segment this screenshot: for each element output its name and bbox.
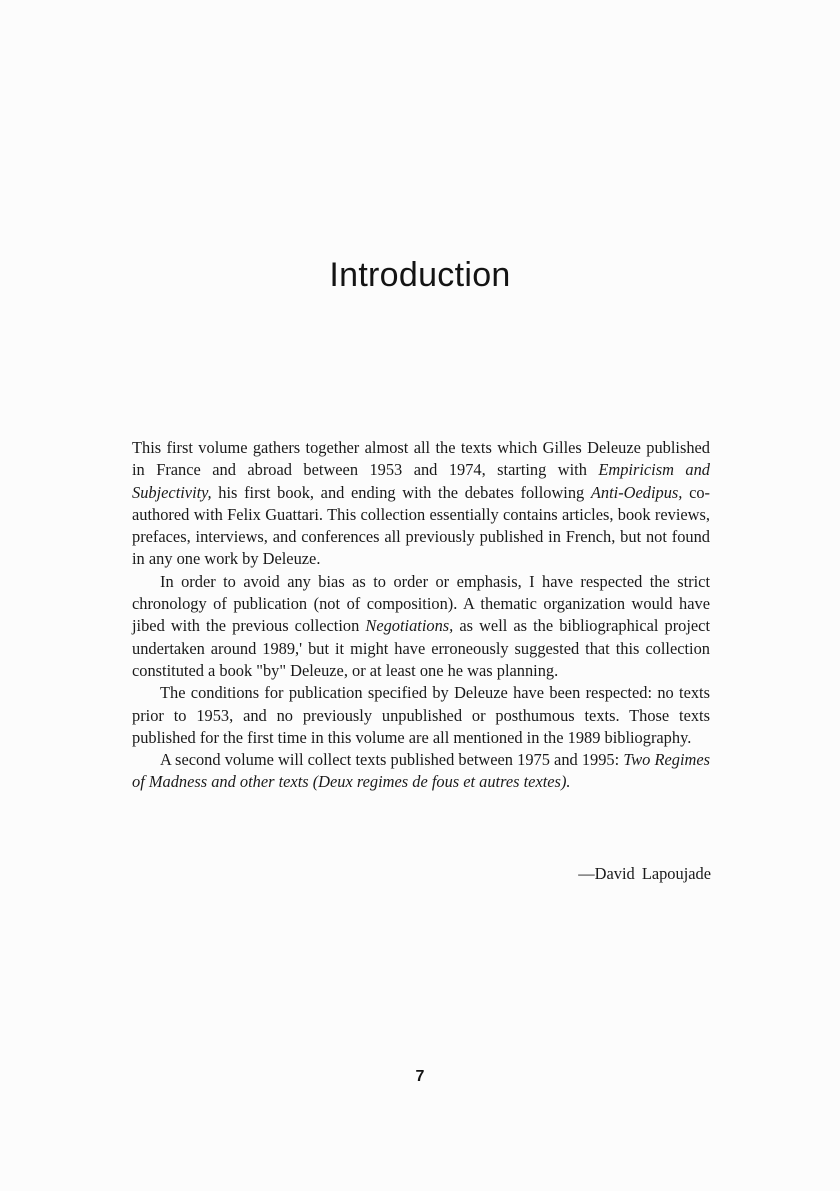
paragraph-2-text-2: as well as the bibliographical project undertaken around 1989,' but it might have erroneously suggested that this collection constituted a book "by" Deleuze, or at least one he was planning. [132, 616, 711, 680]
paragraph-3-text-1: The conditions for publication specified by Deleuze have been respected: no texts prior to 1953, and no previously unpublished or posthumous texts. Those texts published for the first time in this volume are all mentioned in the 1989 bibliography. [132, 683, 710, 747]
paragraph-1-text-1: This first volume gathers together almost all the texts which Gilles Deleuze published in France and abroad between 1953 and 1974, starting with [132, 438, 710, 480]
paragraph-1-text-2: his first book, and ending with the debates following [211, 482, 591, 502]
book-title-anti-oedipus: Anti-Oedipus, [590, 482, 683, 502]
page-number: 7 [415, 1068, 425, 1085]
page-title: Introduction [329, 256, 511, 294]
introduction-body [132, 437, 710, 794]
book-title-two-regimes-of-madness: Two Regimes of Madness and other texts (Deux regimes de fous et autres textes). [132, 750, 710, 792]
paragraph-2 [132, 571, 710, 682]
book-title-empiricism-and-subjectivity: Empiricism and Subjectivity, [132, 460, 710, 502]
paragraph-4 [132, 749, 710, 794]
paragraph-1 [132, 437, 710, 571]
author-signature: —David Lapoujade [578, 864, 711, 883]
paragraph-4-text-1: A second volume will collect texts published between 1975 and 1995: [160, 750, 624, 770]
paragraph-1-text-3: co-authored with Felix Guattari. This collection essentially contains articles, book reviews, prefaces, interviews, and conferences all previously published in French, but not found in any one work by Deleuze. [132, 482, 711, 569]
paragraph-2-text-1: In order to avoid any bias as to order or emphasis, I have respected the strict chronology of publication (not of composition). A thematic organization would have jibed with the previous collection [132, 571, 710, 636]
paragraph-3 [132, 682, 710, 749]
book-title-negotiations: Negotiations, [365, 616, 454, 636]
